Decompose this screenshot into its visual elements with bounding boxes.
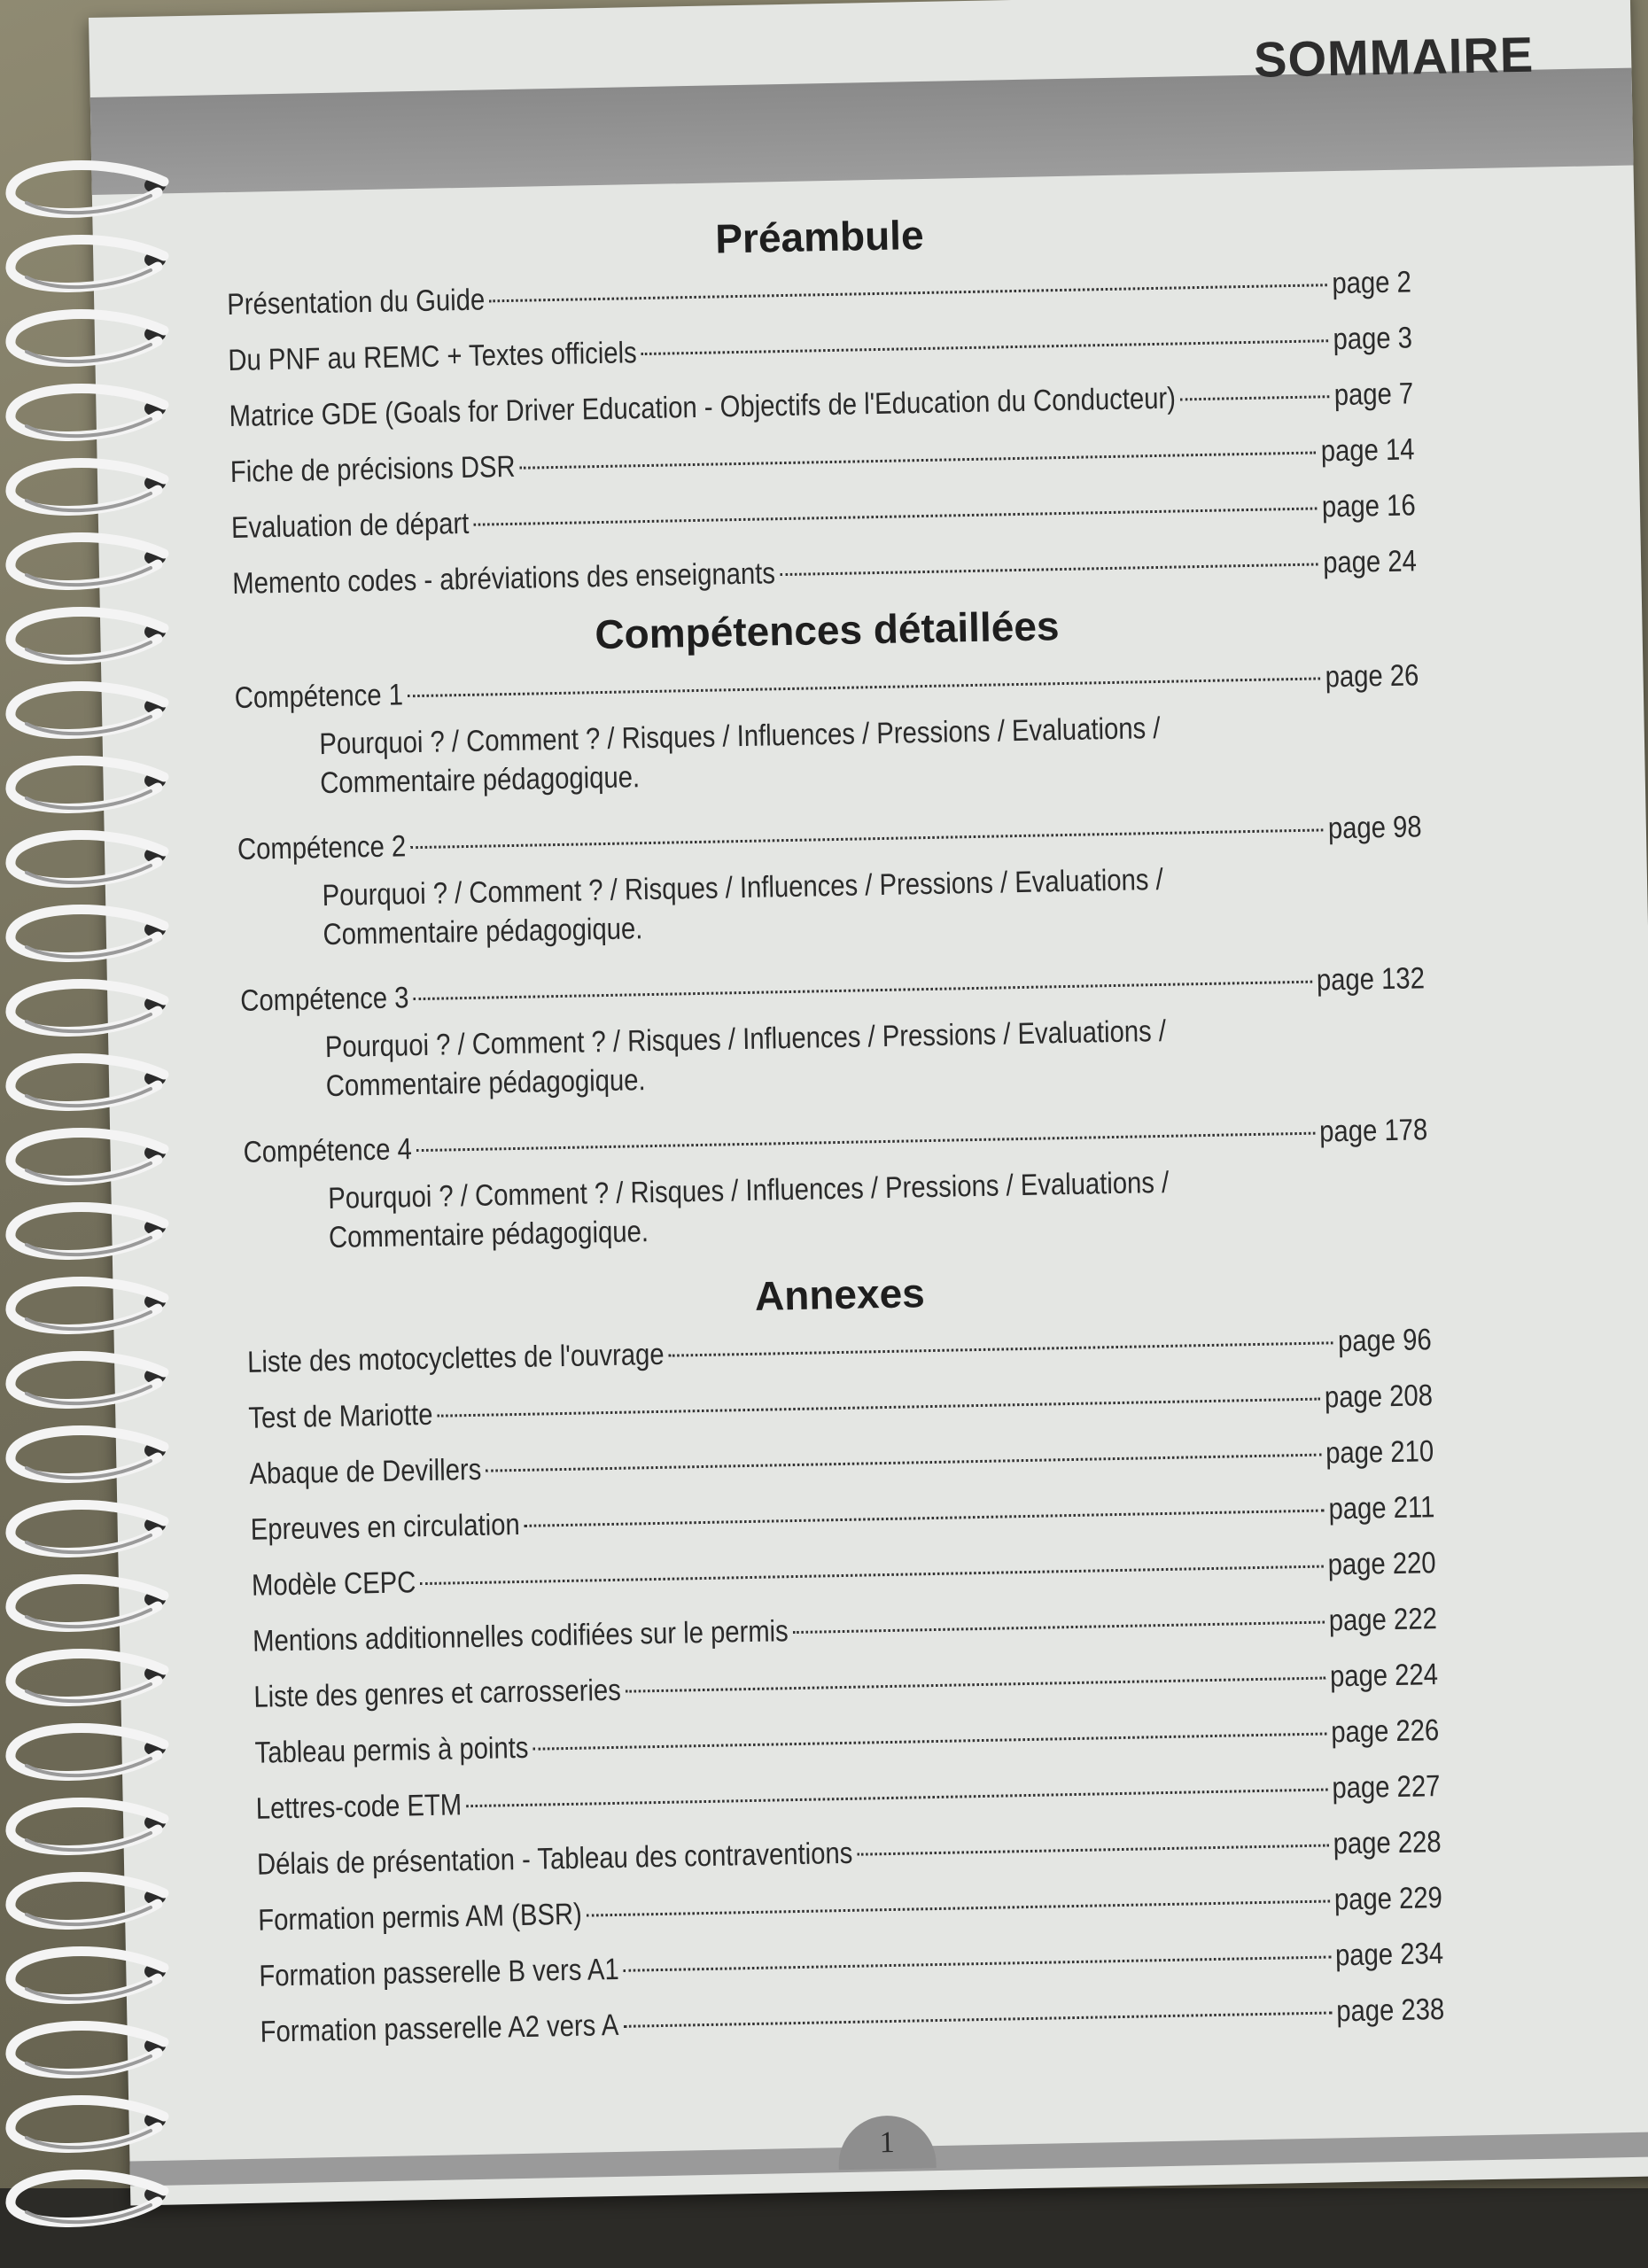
- dot-leader: [623, 2011, 1332, 2027]
- toc-entry-label: Liste des motocyclettes de l'ouvrage: [246, 1337, 665, 1379]
- dot-leader: [624, 1955, 1331, 1971]
- dot-leader: [533, 1733, 1327, 1751]
- toc-entry-label: Présentation du Guide: [226, 283, 486, 322]
- dot-leader: [669, 1341, 1333, 1356]
- description-line: Pourquoi ? / Comment ? / Risques / Influences / Pressions / Evaluations /: [324, 1014, 1167, 1065]
- toc-entry-page: page 227: [1332, 1769, 1441, 1806]
- description-line: Commentaire pédagogique.: [325, 1063, 646, 1104]
- toc-entry-page: page 224: [1329, 1658, 1439, 1694]
- toc-entry-page: page 2: [1331, 265, 1412, 301]
- dot-leader: [780, 563, 1318, 576]
- toc-entry-page: page 208: [1324, 1379, 1434, 1415]
- toc-entry-page: page 238: [1335, 1992, 1445, 2029]
- dot-leader: [525, 1510, 1325, 1527]
- dot-leader: [626, 1677, 1325, 1693]
- dot-leader: [587, 1900, 1330, 1917]
- dot-leader: [466, 1789, 1327, 1808]
- section-title-annexes: Annexes: [754, 1270, 926, 1319]
- toc-entry-label: Modèle CEPC: [251, 1565, 416, 1603]
- dot-leader: [793, 1621, 1325, 1635]
- description-line: Pourquoi ? / Comment ? / Risques / Influences / Pressions / Evaluations /: [327, 1165, 1170, 1216]
- section-title-competences: Compétences détaillées: [594, 602, 1060, 658]
- toc-entry-page: page 210: [1325, 1434, 1434, 1471]
- header-band: [90, 68, 1634, 195]
- toc-entry-label: Formation passerelle B vers A1: [259, 1952, 620, 1993]
- toc-entry-label: Délais de présentation - Tableau des contraventions: [256, 1836, 853, 1882]
- toc-entry-page: page 26: [1325, 658, 1419, 695]
- toc-entry-page: page 96: [1337, 1323, 1433, 1359]
- toc-entry-page: page 234: [1334, 1937, 1444, 1973]
- toc-entry-label: Compétence 2: [237, 829, 407, 866]
- dot-leader: [438, 1398, 1320, 1418]
- toc-entry-label: Formation passerelle A2 vers A: [260, 2008, 619, 2049]
- spiral-binding: [0, 0, 195, 2268]
- toc-entry-label: Fiche de précisions DSR: [229, 449, 516, 490]
- dot-leader: [420, 1565, 1323, 1586]
- spiral-coils: [11, 166, 166, 2223]
- dot-leader: [416, 1132, 1315, 1152]
- toc-entry-page: page 24: [1322, 544, 1418, 580]
- toc-entry-label: Abaque de Devillers: [249, 1452, 482, 1491]
- toc-entry-label: Compétence 1: [234, 678, 404, 715]
- toc-entry-label: Matrice GDE (Goals for Driver Education - Objectifs de l'Education du Conducteur): [229, 381, 1177, 434]
- dot-leader: [520, 451, 1317, 469]
- page-number: 1: [838, 2115, 937, 2170]
- toc-entry-label: Test de Mariotte: [248, 1397, 433, 1435]
- toc-entry-label: Mentions additionnelles codifiées sur le permis: [252, 1614, 789, 1658]
- toc-entry-label: Formation permis AM (BSR): [257, 1897, 583, 1938]
- page-title: SOMMAIRE: [1253, 26, 1535, 88]
- description-line: Pourquoi ? / Comment ? / Risques / Influences / Pressions / Evaluations /: [319, 711, 1161, 762]
- description-line: Pourquoi ? / Comment ? / Risques / Influences / Pressions / Evaluations /: [322, 862, 1164, 913]
- toc-entry-label: Tableau permis à points: [254, 1730, 529, 1770]
- toc-entry-page: page 226: [1330, 1713, 1440, 1750]
- dot-leader: [473, 507, 1317, 525]
- description-line: Commentaire pédagogique.: [319, 760, 641, 801]
- toc-entry-page: page 14: [1320, 432, 1415, 469]
- toc-entry-label: Epreuves en circulation: [250, 1507, 521, 1547]
- toc-entry-page: page 222: [1328, 1602, 1438, 1638]
- toc-entry-page: page 211: [1328, 1490, 1435, 1526]
- toc-entry-page: page 3: [1333, 321, 1413, 357]
- dot-leader: [641, 339, 1329, 355]
- dot-leader: [410, 828, 1323, 849]
- dot-leader: [486, 1454, 1321, 1472]
- dot-leader: [858, 1845, 1329, 1856]
- toc-entry-label: Liste des genres et carrosseries: [253, 1673, 622, 1714]
- dot-leader: [408, 677, 1320, 697]
- dot-leader: [414, 981, 1312, 1000]
- section-title-preambule: Préambule: [714, 211, 924, 262]
- toc-entry-label: Lettres-code ETM: [255, 1788, 463, 1826]
- toc-entry-page: page 228: [1333, 1825, 1442, 1861]
- dot-leader: [489, 284, 1327, 302]
- toc-entry-label: Compétence 3: [239, 981, 409, 1018]
- table-of-contents: [225, 196, 1448, 2060]
- description-line: Commentaire pédagogique.: [328, 1215, 649, 1255]
- description-line: Commentaire pédagogique.: [323, 912, 643, 952]
- toc-entry-page: page 178: [1318, 1113, 1428, 1149]
- toc-entry-page: page 16: [1321, 488, 1416, 524]
- toc-entry-label: Compétence 4: [243, 1132, 413, 1169]
- toc-entry-label: Evaluation de départ: [230, 506, 470, 546]
- toc-entry-page: page 220: [1327, 1546, 1436, 1582]
- toc-entry-page: page 7: [1333, 377, 1414, 413]
- toc-entry-page: page 229: [1333, 1881, 1443, 1917]
- toc-entry-page: page 132: [1316, 961, 1426, 998]
- dot-leader: [1180, 395, 1330, 400]
- toc-entry-label: Memento codes - abréviations des enseignants: [231, 556, 776, 601]
- toc-entry-label: Du PNF au REMC + Textes officiels: [228, 336, 637, 378]
- booklet-page: [89, 0, 1648, 2206]
- toc-entry-page: page 98: [1327, 810, 1422, 846]
